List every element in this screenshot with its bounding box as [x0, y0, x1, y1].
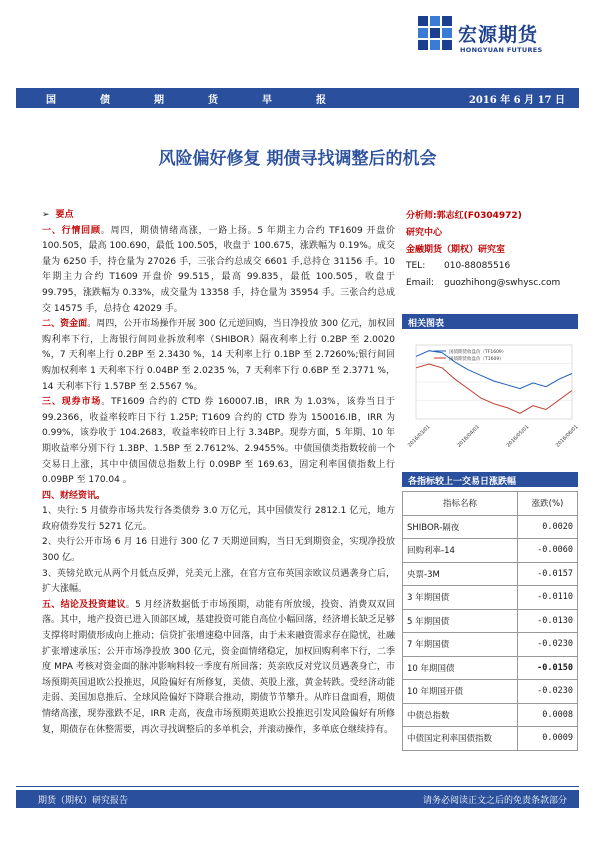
- row-name: 央票-3M: [403, 562, 518, 586]
- analyst-info: [406, 208, 578, 292]
- table-row: [403, 586, 578, 610]
- table-row: [403, 515, 578, 539]
- banner-char: 早: [262, 95, 272, 106]
- chart-x-tick-label: 2016/06/01: [554, 423, 578, 449]
- footer: [16, 790, 579, 808]
- row-value: 0.0020: [518, 515, 578, 539]
- banner-char: 货: [208, 95, 218, 106]
- analyst-name: 分析师:郭志红(F0304972): [406, 211, 522, 221]
- report-date: 2016 年 6 月 17 日: [468, 95, 565, 106]
- chart-legend-label: 国债期货收盘价（TF1609）: [449, 350, 507, 355]
- row-value: -0.0060: [518, 539, 578, 563]
- table-row: [403, 680, 578, 704]
- row-name: 中债总指数: [403, 703, 518, 727]
- paragraph-market-review: 一、行情回顾。周四，期债情绪高涨，一路上扬。5 年期主力合约 TF1609 开盘价 100.505，最高 100.690，最低 100.505，收盘于 100.675，涨跌幅为 0.19%。成交量为 6250 手，持仓量为 27026 手，三张合约总成交 6601 手,总持仓 31156 手。10 年期主力合约 T1609 开盘价 99.515，最高 99.835，最低 100.505，收盘于 99.795，涨跌幅为 0.33%，成交量为 13358 手，持仓量为 35954 手。三张合约总成交 14575 手，总持仓 42029 手。: [42, 225, 395, 314]
- chart-x-tick-label: 2016/05/01: [505, 423, 531, 449]
- chart-x-tick-label: 2016/04/01: [456, 423, 481, 449]
- row-value: -0.0110: [518, 586, 578, 610]
- footer-divider: [16, 786, 579, 787]
- chart-x-tick-label: 2016/03/01: [406, 423, 432, 449]
- table-row: [403, 633, 578, 657]
- paragraph-funding: 二、资金面。周四，公开市场操作开展 300 亿元逆回购，当日净投放 300 亿元，加权回购利率下行，上海银行间同业拆放利率（SHIBOR）隔夜利率上行 0.2BP 至 2.0020 %，7 天利率上行 0.2BP 至 2.3430 %，14 天利率上行 0.1BP 至 2.7260%;银行间回购加权利率 1 天利率下行 0.04BP 至 2.0235 %，7 天利率下行 0.6BP 至 2.3771 %，14 天利率下行 1.57BP 至 2.5567 %。: [42, 319, 395, 392]
- col-header-name: 指标名称: [403, 492, 518, 516]
- table-row: [403, 609, 578, 633]
- banner-char: 国: [46, 95, 56, 106]
- table-row: [403, 656, 578, 680]
- row-name: 中债国定利率国债指数: [403, 727, 518, 751]
- row-value: 0.0009: [518, 727, 578, 751]
- chart-legend-label: 国债期货收盘价（T1609）: [449, 357, 504, 362]
- rate-changes-heading: 各指标较上一交易日涨跌幅: [402, 472, 578, 487]
- banner-char: 期: [154, 95, 164, 106]
- row-name: SHIBOR-隔夜: [403, 515, 518, 539]
- analyst-org: 金融期货（期权）研究室: [406, 244, 506, 255]
- row-value: -0.0130: [518, 609, 578, 633]
- main-content: [42, 208, 395, 738]
- banner-label: [46, 91, 370, 106]
- news-item: 3、英镑兑欧元从两个月低点反弹，兑美元上涨，在官方宣布英国亲欧议员遇袭身亡后，扩大涨幅。: [42, 568, 395, 595]
- arrow-icon: ➢: [42, 210, 50, 220]
- chart-svg: [402, 335, 578, 451]
- company-logo: [418, 14, 578, 66]
- paragraph-news-heading: 四、财经资讯。: [42, 490, 106, 501]
- row-value: -0.0150: [518, 656, 578, 680]
- news-item: 1、央行: 5 月债券市场共发行各类债券 3.0 万亿元，其中国债发行 2812.1 亿元，地方政府债券发行 5271 亿元。: [42, 506, 395, 532]
- row-name: 3 年期国债: [403, 586, 518, 610]
- row-name: 回购利率-14: [403, 539, 518, 563]
- logo-mark-icon: [418, 16, 454, 56]
- row-name: 10 年期国开债: [403, 680, 518, 704]
- table-row: [403, 539, 578, 563]
- rate-changes: [402, 472, 578, 751]
- table-row: [403, 562, 578, 586]
- key-points-heading: ➢ 要点: [42, 210, 74, 220]
- report-banner: [16, 88, 579, 108]
- analyst-dept: 研究中心: [406, 227, 443, 238]
- row-value: -0.0157: [518, 562, 578, 586]
- col-header-change: 涨跌(%): [518, 492, 578, 516]
- rate-table: [402, 491, 578, 751]
- logo-text-cn: 宏源期货: [458, 24, 539, 46]
- banner-char: 债: [100, 95, 110, 106]
- table-row: [403, 703, 578, 727]
- logo-text-en: HONGYUAN FUTURES: [460, 46, 543, 54]
- table-header-row: [403, 492, 578, 516]
- paragraph-conclusion: 五、结论及投资建议。5 月经济数据低于市场预期，动能有所放缓，投资、消费双双回落。其中，地产投资已进入顶部区域，基建投资可能自高位小幅回落，经济增长缺乏足够支撑将时期债形成向上推动；信贷扩张增速稳中回落，由于未来融资需求存在隐忧，社融扩张增速承压；公开市场净投放 300 亿元，资金面情绪稳定，加权回购利率下行，二季度 MPA 考核对资金面的脉冲影响料较一季度有所回落；英亲欧反对党议员遇袭身亡，市场预期英国退欧公投推迟，风险偏好有所修复，美债、英股上涨，黄金转跌。受经济动能走弱、美国加息推后、全球风险偏好下降联合推动，期债节节攀升。从昨日盘面看，期债情绪高涨，现券涨跌不足，IRR 走高，夜盘市场预期英退欧公投推迟引发风险偏好有所修复，期债存在休整需要，再次寻找调整后的多单机会，并滚动操作，多单底仓继续持有。: [42, 599, 395, 735]
- footer-disclaimer: 请务必阅读正文之后的免责条款部分: [422, 796, 567, 806]
- analyst-tel: TEL: 010-88085516: [406, 261, 511, 272]
- price-chart: [402, 335, 578, 451]
- row-value: -0.0230: [518, 633, 578, 657]
- report-title: 风险偏好修复 期债寻找调整后的机会: [158, 149, 437, 169]
- related-charts-heading: 相关图表: [402, 314, 578, 329]
- row-name: 7 年期国债: [403, 633, 518, 657]
- paragraph-spot-market: 三、现券市场。TF1609 合约的 CTD 券 160007.IB，IRR 为 1.03%，该券当日于 99.2366，收益率较昨日下行 1.25P; T1609 合约的 CTD 券为 150016.IB，IRR 为 0.99%，该券收于 104.2683，收益率较昨日上行 3.34BP。现券方面，5 年期、10 年期收益率分别下行 1.3BP、1.5BP 至 2.7612%、2.9455%。中债国债类指数较前一个交易日上涨，其中中债国债总指数上行 0.09BP 至 169.63，固定利率国债指数上行 0.09BP 至 170.04 。: [42, 397, 395, 486]
- row-name: 10 年期国债: [403, 656, 518, 680]
- row-value: 0.0008: [518, 703, 578, 727]
- banner-char: 报: [316, 95, 326, 106]
- related-charts: [402, 314, 578, 451]
- news-item: 2、央行公开市场 6 月 16 日进行 300 亿 7 天期逆回购，当日无到期资金，实现净投放 300 亿。: [42, 537, 395, 564]
- analyst-email: Email: guozhihong@swhysc.com: [406, 278, 561, 289]
- row-value: -0.0230: [518, 680, 578, 704]
- table-row: [403, 727, 578, 751]
- footer-left-text: 期货（期权）研究报告: [38, 796, 129, 806]
- row-name: 5 年期国债: [403, 609, 518, 633]
